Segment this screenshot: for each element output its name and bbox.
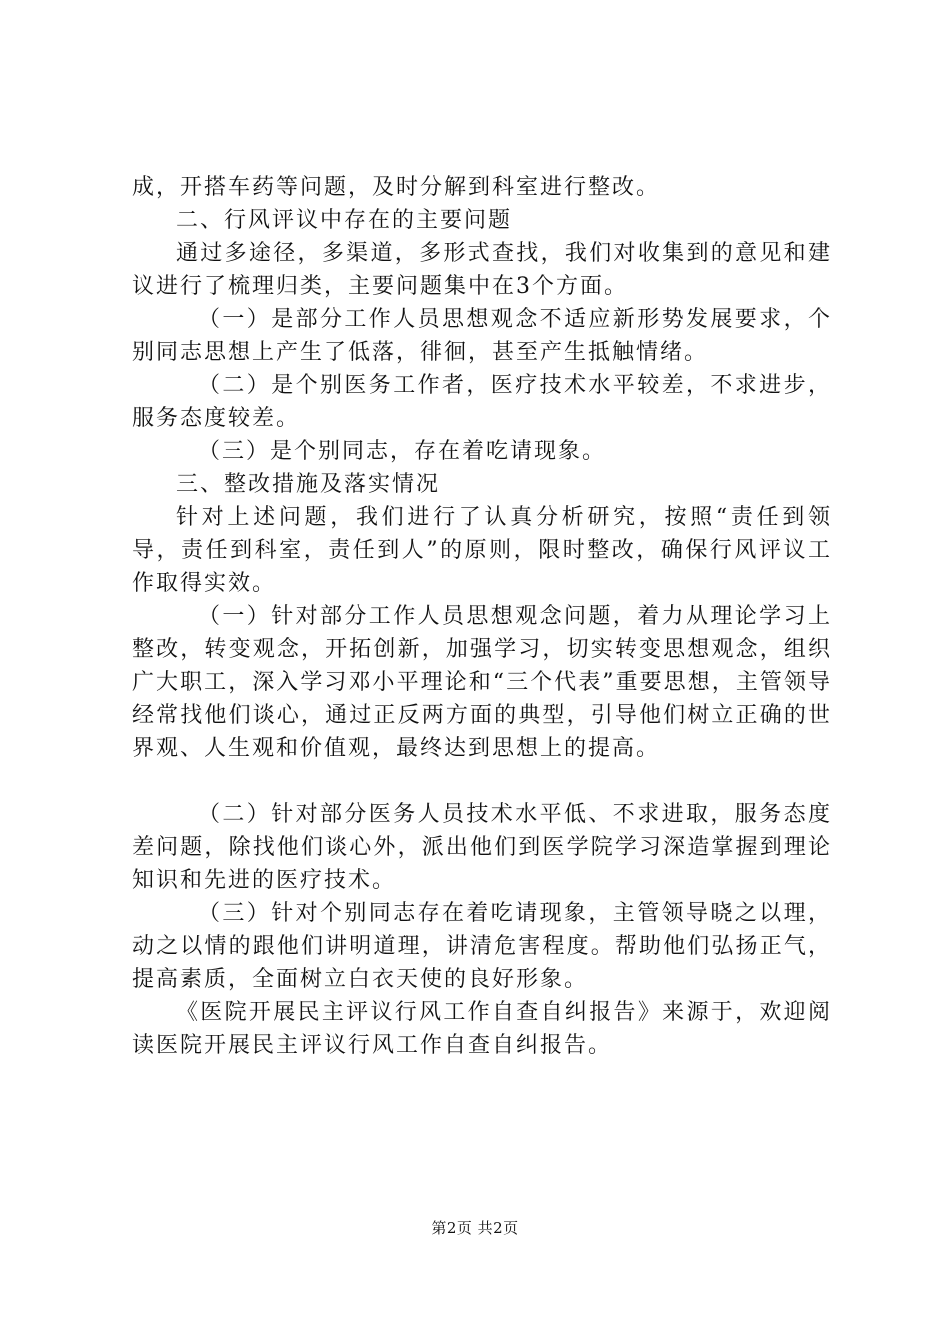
paragraph-problem-2: （二）是个别医务工作者，医疗技术水平较差，不求进步，服务态度较差。 [132,373,832,431]
section-heading-problems: 二、行风评议中存在的主要问题 [176,208,513,233]
page-number-footer: 第2页 共2页 [431,1219,519,1237]
paragraph-problem-3: （三）是个别同志，存在着吃请现象。 [198,439,607,464]
paragraph-measure-1: （一）针对部分工作人员思想观念问题，着力从理论学习上整改，转变观念，开拓创新，加强学习，切实转变思想观念，组织广大职工，深入学习邓小平理论和“三个代表”重要思想，主管领导经常找他们谈心，通过正反两方面的典型，引导他们树立正确的世界观、人生观和价值观，最终达到思想上的提高。 [132,604,832,761]
paragraph-continuation: 成，开搭车药等问题，及时分解到科室进行整改。 [132,175,661,200]
paragraph-problem-1: （一）是部分工作人员思想观念不适应新形势发展要求，个别同志思想上产生了低落，徘徊，甚至产生抵触情绪。 [132,307,832,365]
paragraph-measures-intro: 针对上述问题，我们进行了认真分析研究，按照“责任到领导，责任到科室，责任到人”的原则，限时整改，确保行风评议工作取得实效。 [132,505,832,596]
paragraph-problems-intro: 通过多途径，多渠道，多形式查找，我们对收集到的意见和建议进行了梳理归类，主要问题集中在3个方面。 [132,241,832,299]
paragraph-gap [132,765,832,798]
paragraph-measure-2: （二）针对部分医务人员技术水平低、不求进取，服务态度差问题，除找他们谈心外，派出他们到医学院学习深造掌握到理论知识和先进的医疗技术。 [132,802,832,893]
paragraph-measure-3: （三）针对个别同志存在着吃请现象，主管领导晓之以理，动之以情的跟他们讲明道理，讲清危害程度。帮助他们弘扬正气，提高素质，全面树立白衣天使的良好形象。 [132,901,832,992]
document-body [132,171,832,1062]
section-heading-measures: 三、整改措施及落实情况 [176,472,441,497]
paragraph-source-note: 《医院开展民主评议行风工作自查自纠报告》来源于，欢迎阅读医院开展民主评议行风工作自查自纠报告。 [132,1000,832,1058]
